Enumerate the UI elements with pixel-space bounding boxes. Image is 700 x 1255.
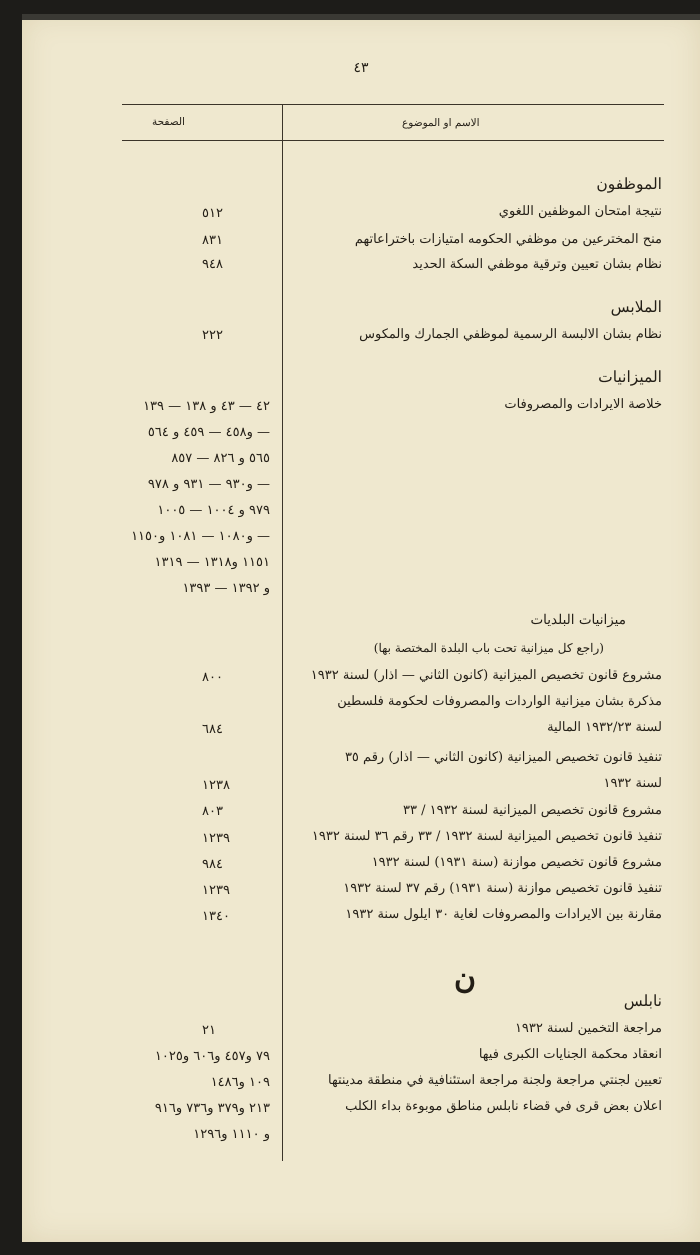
heading-municipal-budgets: ميزانيات البلديات [530, 612, 626, 628]
entry-text: نظام بشان تعيين وترقية موظفي السكة الحديد [412, 257, 662, 272]
entry-text: تعيين لجنتي مراجعة ولجنة مراجعة استئنافية في منطقة مدينتها [328, 1073, 662, 1088]
header-bottom-rule [122, 140, 664, 141]
heading-clothing: الملابس [610, 298, 662, 316]
entry-page: ٢٢٢ [202, 328, 223, 343]
entry-page: ١١٥١ و١٣١٨ — ١٣١٩ [154, 555, 270, 570]
entry-page: ١٢٣٩ [202, 831, 230, 846]
entry-page: ١٣٤٠ [202, 909, 230, 924]
entry-text: نظام بشان الالبسة الرسمية لموظفي الجمارك والمكوس [359, 327, 662, 342]
entry-page: ٤٢ — ٤٣ و ١٣٨ — ١٣٩ [143, 399, 270, 414]
entry-text: لسنة ١٩٣٢ [603, 776, 662, 791]
heading-nablus: نابلس [623, 992, 662, 1010]
entry-text: تنفيذ قانون تخصيص الميزانية (كانون الثاني — اذار) رقم ٣٥ [344, 750, 662, 765]
header-top-rule [122, 104, 664, 105]
heading-employees: الموظفون [596, 175, 662, 193]
cross-reference-note: (راجع كل ميزانية تحت باب البلدة المختصة بها) [373, 641, 604, 655]
entry-text: مشروع قانون تخصيص الميزانية لسنة ١٩٣٢ / ٣٣ [403, 803, 662, 818]
entry-page: ٧٩ و٤٥٧ و٦٠٦ و١٠٢٥ [154, 1049, 270, 1064]
entry-page: ٦٨٤ [202, 722, 223, 737]
section-letter: ن [454, 961, 477, 996]
entry-text: مشروع قانون تخصيص موازنة (سنة ١٩٣١) لسنة ١٩٣٢ [371, 855, 662, 870]
entry-page: ١٢٣٩ [202, 883, 230, 898]
entry-page: و ١٣٩٢ — ١٣٩٣ [182, 581, 270, 596]
entry-text: منح المخترعين من موظفي الحكومه امتيازات باختراعاتهم [354, 232, 662, 247]
entry-text: مقارنة بين الايرادات والمصروفات لغاية ٣٠ ايلول سنة ١٩٣٢ [345, 907, 662, 922]
entry-text: مذكرة بشان ميزانية الواردات والمصروفات لحكومة فلسطين [337, 694, 662, 709]
entry-page: و١٠٨٠ — ١٠٨١ و١١٥٠ — [131, 529, 270, 544]
entry-page: ٩٤٨ [202, 257, 223, 272]
entry-page: و٤٥٨ — ٤٥٩ و ٥٦٤ — [147, 425, 270, 440]
heading-budgets: الميزانيات [598, 368, 662, 386]
column-divider [282, 104, 283, 1161]
entry-page: ٨٠٣ [202, 804, 223, 819]
entry-text: تنفيذ قانون تخصيص موازنة (سنة ١٩٣١) رقم ٣٧ لسنة ١٩٣٢ [343, 881, 662, 896]
entry-page: ٥٦٥ و ٨٢٦ — ٨٥٧ [171, 451, 270, 466]
entry-text: اعلان بعض قرى في قضاء نابلس مناطق موبوءة بداء الكلب [345, 1099, 662, 1114]
entry-page: ١٠٩ و١٤٨٦ [210, 1075, 270, 1090]
entry-page: ٢١٣ و٣٧٩ و٧٣٦ و٩١٦ [154, 1101, 270, 1116]
scan-edge [22, 14, 700, 20]
entry-text: انعقاد محكمة الجنايات الكبرى فيها [478, 1047, 662, 1062]
entry-page: ٨٣١ [202, 233, 223, 248]
entry-text: مراجعة التخمين لسنة ١٩٣٢ [514, 1021, 662, 1036]
entry-text: مشروع قانون تخصيص الميزانية (كانون الثاني — اذار) لسنة ١٩٣٢ [310, 668, 662, 683]
entry-page: ٥١٢ [202, 206, 223, 221]
entry-text: لسنة ١٩٣٢/٢٣ المالية [547, 720, 662, 735]
index-page [22, 14, 700, 1242]
entry-page: ٨٠٠ [202, 670, 223, 685]
entry-text: خلاصة الايرادات والمصروفات [504, 397, 662, 412]
entry-page: ١٢٣٨ [202, 778, 230, 793]
entry-text: نتيجة امتحان الموظفين اللغوي [498, 204, 662, 219]
column-header-subject: الاسم او الموضوع [402, 117, 480, 129]
entry-page: ٩٧٩ و ١٠٠٤ — ١٠٠٥ [157, 503, 270, 518]
entry-page: و٩٣٠ — ٩٣١ و ٩٧٨ — [147, 477, 270, 492]
entry-page: ٩٨٤ [202, 857, 223, 872]
entry-page: و ١١١٠ و١٢٩٦ [193, 1127, 270, 1142]
page-number: ٤٣ [353, 60, 369, 76]
entry-text: تنفيذ قانون تخصيص الميزانية لسنة ١٩٣٢ / ٣٣ رقم ٣٦ لسنة ١٩٣٢ [311, 829, 662, 844]
column-header-page: الصفحة [152, 116, 185, 128]
entry-page: ٢١ [202, 1023, 216, 1038]
